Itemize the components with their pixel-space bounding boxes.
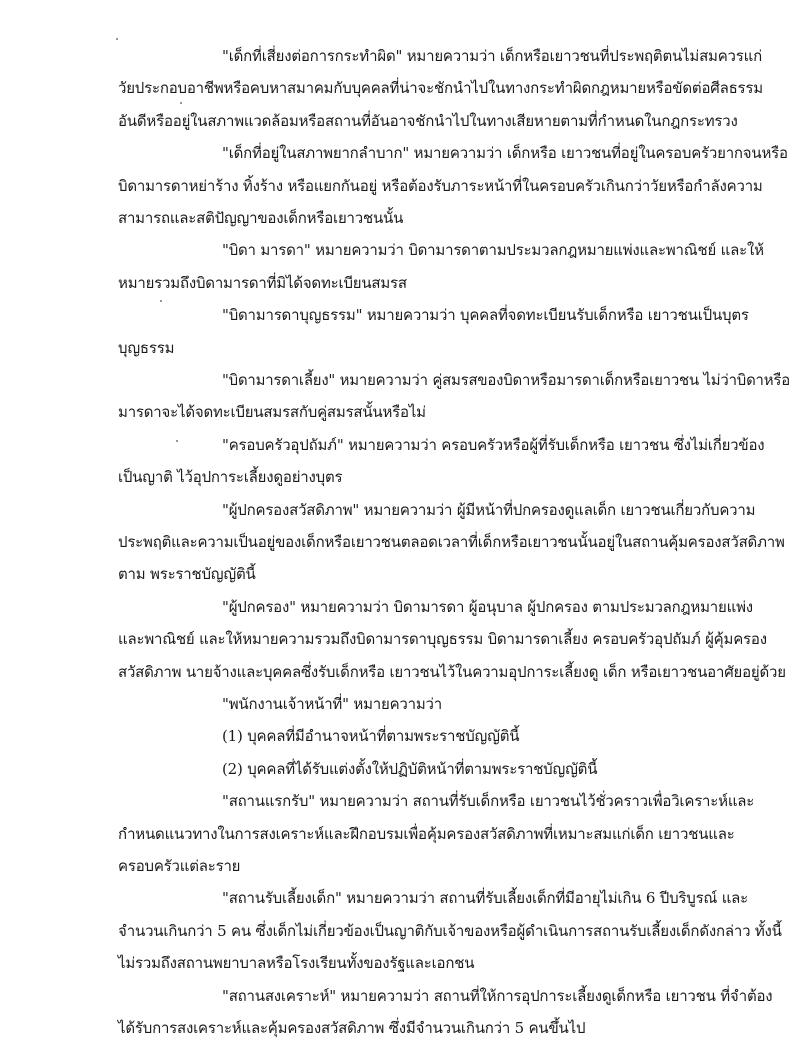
definition-guardian-line-2: และพาณิชย์ และให้หมายความรวมถึงบิดามารดาบุญธรรม บิดามารดาเลี้ยง ครอบครัวอุปถัมภ์ ผู้คุ้มครอง bbox=[118, 630, 767, 649]
definition-welfare-guardian-line-3: ตาม พระราชบัญญัตินี้ bbox=[118, 565, 256, 584]
definition-welfare-guardian-line-2: ประพฤติและความเป็นอยู่ของเด็กหรือเยาวชนตลอดเวลาที่เด็กหรือเยาวชนนั้นอยู่ในสถานคุ้มครองสวัสดิภาพ bbox=[118, 533, 785, 551]
definition-hardship-child-line-1: "เด็กที่อยู่ในสภาพยากลำบาก" หมายความว่า เด็กหรือ เยาวชนที่อยู่ในครอบครัวยากจนหรือ bbox=[222, 144, 788, 163]
definition-guardian-line-3: สวัสดิภาพ นายจ้างและบุคคลซึ่งรับเด็กหรือ เยาวชนไว้ในความอุปการะเลี้ยงดู เด็ก หรือเยาวชนอาศัยอยู่ด้วย bbox=[118, 662, 786, 681]
definition-nursery-line-3: ไม่รวมถึงสถานพยาบาลหรือโรงเรียนทั้งของรัฐและเอกชน bbox=[118, 954, 475, 973]
definition-at-risk-child-line-2: วัยประกอบอาชีพหรือคบหาสมาคมกับบุคคลที่น่าจะชักนำไปในทางกระทำผิดกฎหมายหรือขัดต่อศีลธรรม bbox=[118, 79, 763, 98]
definition-official-item-1: (1) บุคคลที่มีอำนาจหน้าที่ตามพระราชบัญญัตินี้ bbox=[222, 727, 520, 746]
scan-speck bbox=[116, 38, 118, 40]
definition-adoptive-parents-line-1: "บิดามารดาบุญธรรม" หมายความว่า บุคคลที่จดทะเบียนรับเด็กหรือ เยาวชนเป็นบุตร bbox=[222, 306, 749, 325]
definition-step-parents-line-1: "บิดามารดาเลี้ยง" หมายความว่า คู่สมรสของบิดาหรือมารดาเด็กหรือเยาวชน ไม่ว่าบิดาหรือ bbox=[222, 371, 790, 389]
definition-step-parents-line-2: มารดาจะได้จดทะเบียนสมรสกับคู่สมรสนั้นหรือไม่ bbox=[118, 403, 426, 422]
definition-at-risk-child-line-1: "เด็กที่เสี่ยงต่อการกระทำผิด" หมายความว่า เด็กหรือเยาวชนที่ประพฤติตนไม่สมควรแก่ bbox=[222, 47, 762, 65]
definition-hardship-child-line-3: สามารถและสติปัญญาของเด็กหรือเยาวชนนั้น bbox=[118, 209, 404, 227]
definition-welfare-guardian-line-1: "ผู้ปกครองสวัสดิภาพ" หมายความว่า ผู้มีหน้าที่ปกครองดูแลเด็ก เยาวชนเกี่ยวกับความ bbox=[222, 500, 756, 519]
definition-adoptive-parents-line-2: บุญธรรม bbox=[118, 338, 175, 357]
scan-speck bbox=[160, 300, 162, 302]
definition-foster-family-line-2: เป็นญาติ ไว้อุปการะเลี้ยงดูอย่างบุตร bbox=[118, 468, 343, 487]
definition-reception-home-line-3: ครอบครัวแต่ละราย bbox=[118, 857, 241, 875]
definition-hardship-child-line-2: บิดามารดาหย่าร้าง ทิ้งร้าง หรือแยกกันอยู่ หรือต้องรับภาระหน้าที่ในครอบครัวเกินกว่าวัยหรือกำลังความ bbox=[118, 176, 763, 195]
scan-speck bbox=[176, 440, 178, 442]
definition-guardian-line-1: "ผู้ปกครอง" หมายความว่า บิดามารดา ผู้อนุบาล ผู้ปกครอง ตามประมวลกฎหมายแพ่ง bbox=[222, 597, 753, 616]
definition-welfare-home-line-1: "สถานสงเคราะห์" หมายความว่า สถานที่ให้การอุปการะเลี้ยงดูเด็กหรือ เยาวชน ที่จำต้อง bbox=[222, 986, 773, 1005]
definition-nursery-line-2: จำนวนเกินกว่า 5 คน ซึ่งเด็กไม่เกี่ยวข้องเป็นญาติกับเจ้าของหรือผู้ดำเนินการสถานรับเลี้ยงเด็กดังกล่าว ทั้งนี้ bbox=[118, 921, 782, 940]
definition-parents-line-2: หมายรวมถึงบิดามารดาที่มิได้จดทะเบียนสมรส bbox=[118, 273, 407, 292]
definition-reception-home-line-1: "สถานแรกรับ" หมายความว่า สถานที่รับเด็กหรือ เยาวชนไว้ชั่วคราวเพื่อวิเคราะห์และ bbox=[222, 792, 755, 811]
definition-official-heading: "พนักงานเจ้าหน้าที่" หมายความว่า bbox=[222, 695, 442, 713]
definition-at-risk-child-line-3: อันดีหรืออยู่ในสภาพแวดล้อมหรือสถานที่อันอาจชักนำไปในทางเสียหายตามที่กำหนดในกฎกระทรวง bbox=[118, 111, 738, 130]
definition-foster-family-line-1: "ครอบครัวอุปถัมภ์" หมายความว่า ครอบครัวหรือผู้ที่รับเด็กหรือ เยาวชน ซึ่งไม่เกี่ยวข้อง bbox=[222, 435, 765, 454]
definition-nursery-line-1: "สถานรับเลี้ยงเด็ก" หมายความว่า สถานที่รับเลี้ยงเด็กที่มีอายุไม่เกิน 6 ปีบริบูรณ์ และ bbox=[222, 889, 749, 908]
definition-reception-home-line-2: กำหนดแนวทางในการสงเคราะห์และฝึกอบรมเพื่อคุ้มครองสวัสดิภาพที่เหมาะสมแก่เด็ก เยาวชนและ bbox=[118, 824, 735, 843]
definition-welfare-home-line-2: ได้รับการสงเคราะห์และคุ้มครองสวัสดิภาพ ซึ่งมีจำนวนเกินกว่า 5 คนขึ้นไป bbox=[118, 1019, 586, 1037]
definition-parents-line-1: "บิดา มารดา" หมายความว่า บิดามารดาตามประมวลกฎหมายแพ่งและพาณิชย์ และให้ bbox=[222, 241, 764, 260]
scan-speck bbox=[180, 102, 182, 104]
definition-official-item-2: (2) บุคคลที่ได้รับแต่งตั้งให้ปฏิบัติหน้าที่ตามพระราชบัญญัตินี้ bbox=[222, 759, 598, 778]
